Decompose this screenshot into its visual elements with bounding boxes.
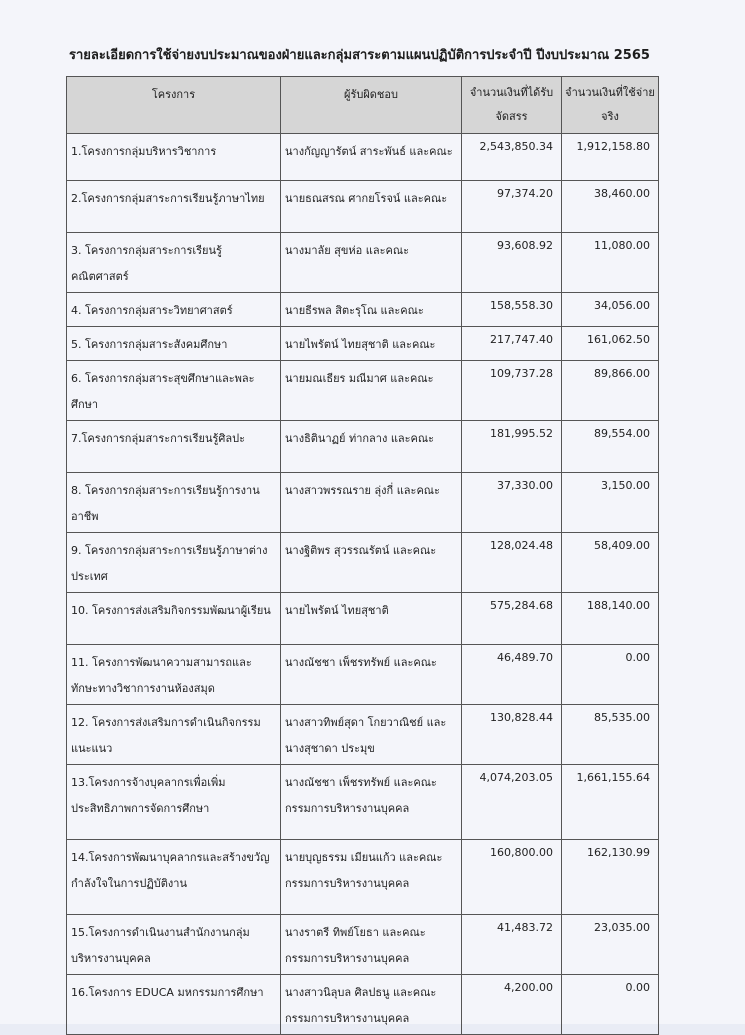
project-cell: 7.โครงการกลุ่มสาระการเรียนรู้ศิลปะ [67,421,281,473]
allocated-cell: 575,284.68 [462,593,562,645]
page-title: รายละเอียดการใช้จ่ายงบประมาณของฝ่ายและกลุ่มสาระตามแผนปฏิบัติการประจำปี ปีงบประมาณ 2565 [69,48,650,63]
project-cell: 11. โครงการพัฒนาความสามารถและทักษะทางวิชาการงานห้องสมุด [67,645,281,705]
allocated-cell: 4,200.00 [462,975,562,1035]
header-responsible: ผู้รับผิดชอบ [281,77,462,134]
allocated-cell: 130,828.44 [462,705,562,765]
allocated-cell: 158,558.30 [462,293,562,327]
responsible-cell: นางมาลัย สุขห่อ และคณะ [281,233,462,293]
responsible-cell: นางสาวทิพย์สุดา โกยวาณิชย์ และนางสุชาดา ประมุข [281,705,462,765]
header-project: โครงการ [67,77,281,134]
table-row [67,293,659,327]
responsible-cell: นางสาวพรรณราย ลุ่งกี่ และคณะ [281,473,462,533]
project-cell: 6. โครงการกลุ่มสาระสุขศึกษาและพละศึกษา [67,361,281,421]
table-row [67,593,659,645]
allocated-cell: 217,747.40 [462,327,562,361]
responsible-cell: นายธณสรณ ศากยโรจน์ และคณะ [281,181,462,233]
table-row [67,181,659,233]
header-allocated: จำนวนเงินที่ได้รับจัดสรร [462,77,562,134]
project-cell: 4. โครงการกลุ่มสาระวิทยาศาสตร์ [67,293,281,327]
table-row [67,645,659,705]
budget-table [66,76,659,1035]
responsible-cell: นางฐิติพร สุวรรณรัตน์ และคณะ [281,533,462,593]
spent-cell: 188,140.00 [562,593,659,645]
table-row [67,840,659,915]
table-row [67,765,659,840]
responsible-cell: นางสาวนิลุบล ศิลปธนู และคณะกรรมการบริหารงานบุคคล [281,975,462,1035]
project-cell: 2.โครงการกลุ่มสาระการเรียนรู้ภาษาไทย [67,181,281,233]
project-cell: 8. โครงการกลุ่มสาระการเรียนรู้การงานอาชีพ [67,473,281,533]
allocated-cell: 93,608.92 [462,233,562,293]
spent-cell: 0.00 [562,645,659,705]
spent-cell: 85,535.00 [562,705,659,765]
spent-cell: 34,056.00 [562,293,659,327]
allocated-cell: 4,074,203.05 [462,765,562,840]
responsible-cell: นายไพรัตน์ ไทยสุชาติ [281,593,462,645]
table-row [67,533,659,593]
allocated-cell: 160,800.00 [462,840,562,915]
spent-cell: 162,130.99 [562,840,659,915]
project-cell: 1.โครงการกลุ่มบริหารวิชาการ [67,134,281,181]
spent-cell: 3,150.00 [562,473,659,533]
project-cell: 16.โครงการ EDUCA มหกรรมการศึกษา [67,975,281,1035]
responsible-cell: นายมณเธียร มณีมาศ และคณะ [281,361,462,421]
spent-cell: 58,409.00 [562,533,659,593]
responsible-cell: นายบุญธรรม เมียนแก้ว และคณะกรรมการบริหารงานบุคคล [281,840,462,915]
project-cell: 13.โครงการจ้างบุคลากรเพื่อเพิ่มประสิทธิภาพการจัดการศึกษา [67,765,281,840]
spent-cell: 23,035.00 [562,915,659,975]
table-row [67,421,659,473]
allocated-cell: 37,330.00 [462,473,562,533]
table-row [67,705,659,765]
spent-cell: 1,912,158.80 [562,134,659,181]
allocated-cell: 46,489.70 [462,645,562,705]
table-row [67,233,659,293]
spent-cell: 161,062.50 [562,327,659,361]
table-row [67,915,659,975]
responsible-cell: นายธีรพล สิตะรุโณ และคณะ [281,293,462,327]
allocated-cell: 181,995.52 [462,421,562,473]
header-spent: จำนวนเงินที่ใช้จ่ายจริง [562,77,659,134]
allocated-cell: 97,374.20 [462,181,562,233]
responsible-cell: นางธิตินาฏย์ ท่ากลาง และคณะ [281,421,462,473]
project-cell: 5. โครงการกลุ่มสาระสังคมศึกษา [67,327,281,361]
project-cell: 14.โครงการพัฒนาบุคลากรและสร้างขวัญกำลังใจในการปฏิบัติงาน [67,840,281,915]
project-cell: 15.โครงการดำเนินงานสำนักงานกลุ่มบริหารงานบุคคล [67,915,281,975]
project-cell: 9. โครงการกลุ่มสาระการเรียนรู้ภาษาต่างประเทศ [67,533,281,593]
project-cell: 3. โครงการกลุ่มสาระการเรียนรู้คณิตศาสตร์ [67,233,281,293]
spent-cell: 89,866.00 [562,361,659,421]
responsible-cell: นางณัชชา เพ็ชรทรัพย์ และคณะ [281,645,462,705]
project-cell: 12. โครงการส่งเสริมการดำเนินกิจกรรมแนะแนว [67,705,281,765]
spent-cell: 38,460.00 [562,181,659,233]
spent-cell: 11,080.00 [562,233,659,293]
allocated-cell: 2,543,850.34 [462,134,562,181]
spent-cell: 0.00 [562,975,659,1035]
allocated-cell: 109,737.28 [462,361,562,421]
table-header-row [67,77,659,134]
spent-cell: 1,661,155.64 [562,765,659,840]
table-row [67,327,659,361]
responsible-cell: นางกัญญารัตน์ สาระพันธ์ และคณะ [281,134,462,181]
table-row [67,473,659,533]
allocated-cell: 41,483.72 [462,915,562,975]
spent-cell: 89,554.00 [562,421,659,473]
table-row [67,134,659,181]
table-row [67,361,659,421]
allocated-cell: 128,024.48 [462,533,562,593]
responsible-cell: นางราตรี ทิพย์โยธา และคณะกรรมการบริหารงานบุคคล [281,915,462,975]
table-row [67,975,659,1035]
responsible-cell: นางณัชชา เพ็ชรทรัพย์ และคณะกรรมการบริหารงานบุคคล [281,765,462,840]
responsible-cell: นายไพรัตน์ ไทยสุชาติ และคณะ [281,327,462,361]
project-cell: 10. โครงการส่งเสริมกิจกรรมพัฒนาผู้เรียน [67,593,281,645]
